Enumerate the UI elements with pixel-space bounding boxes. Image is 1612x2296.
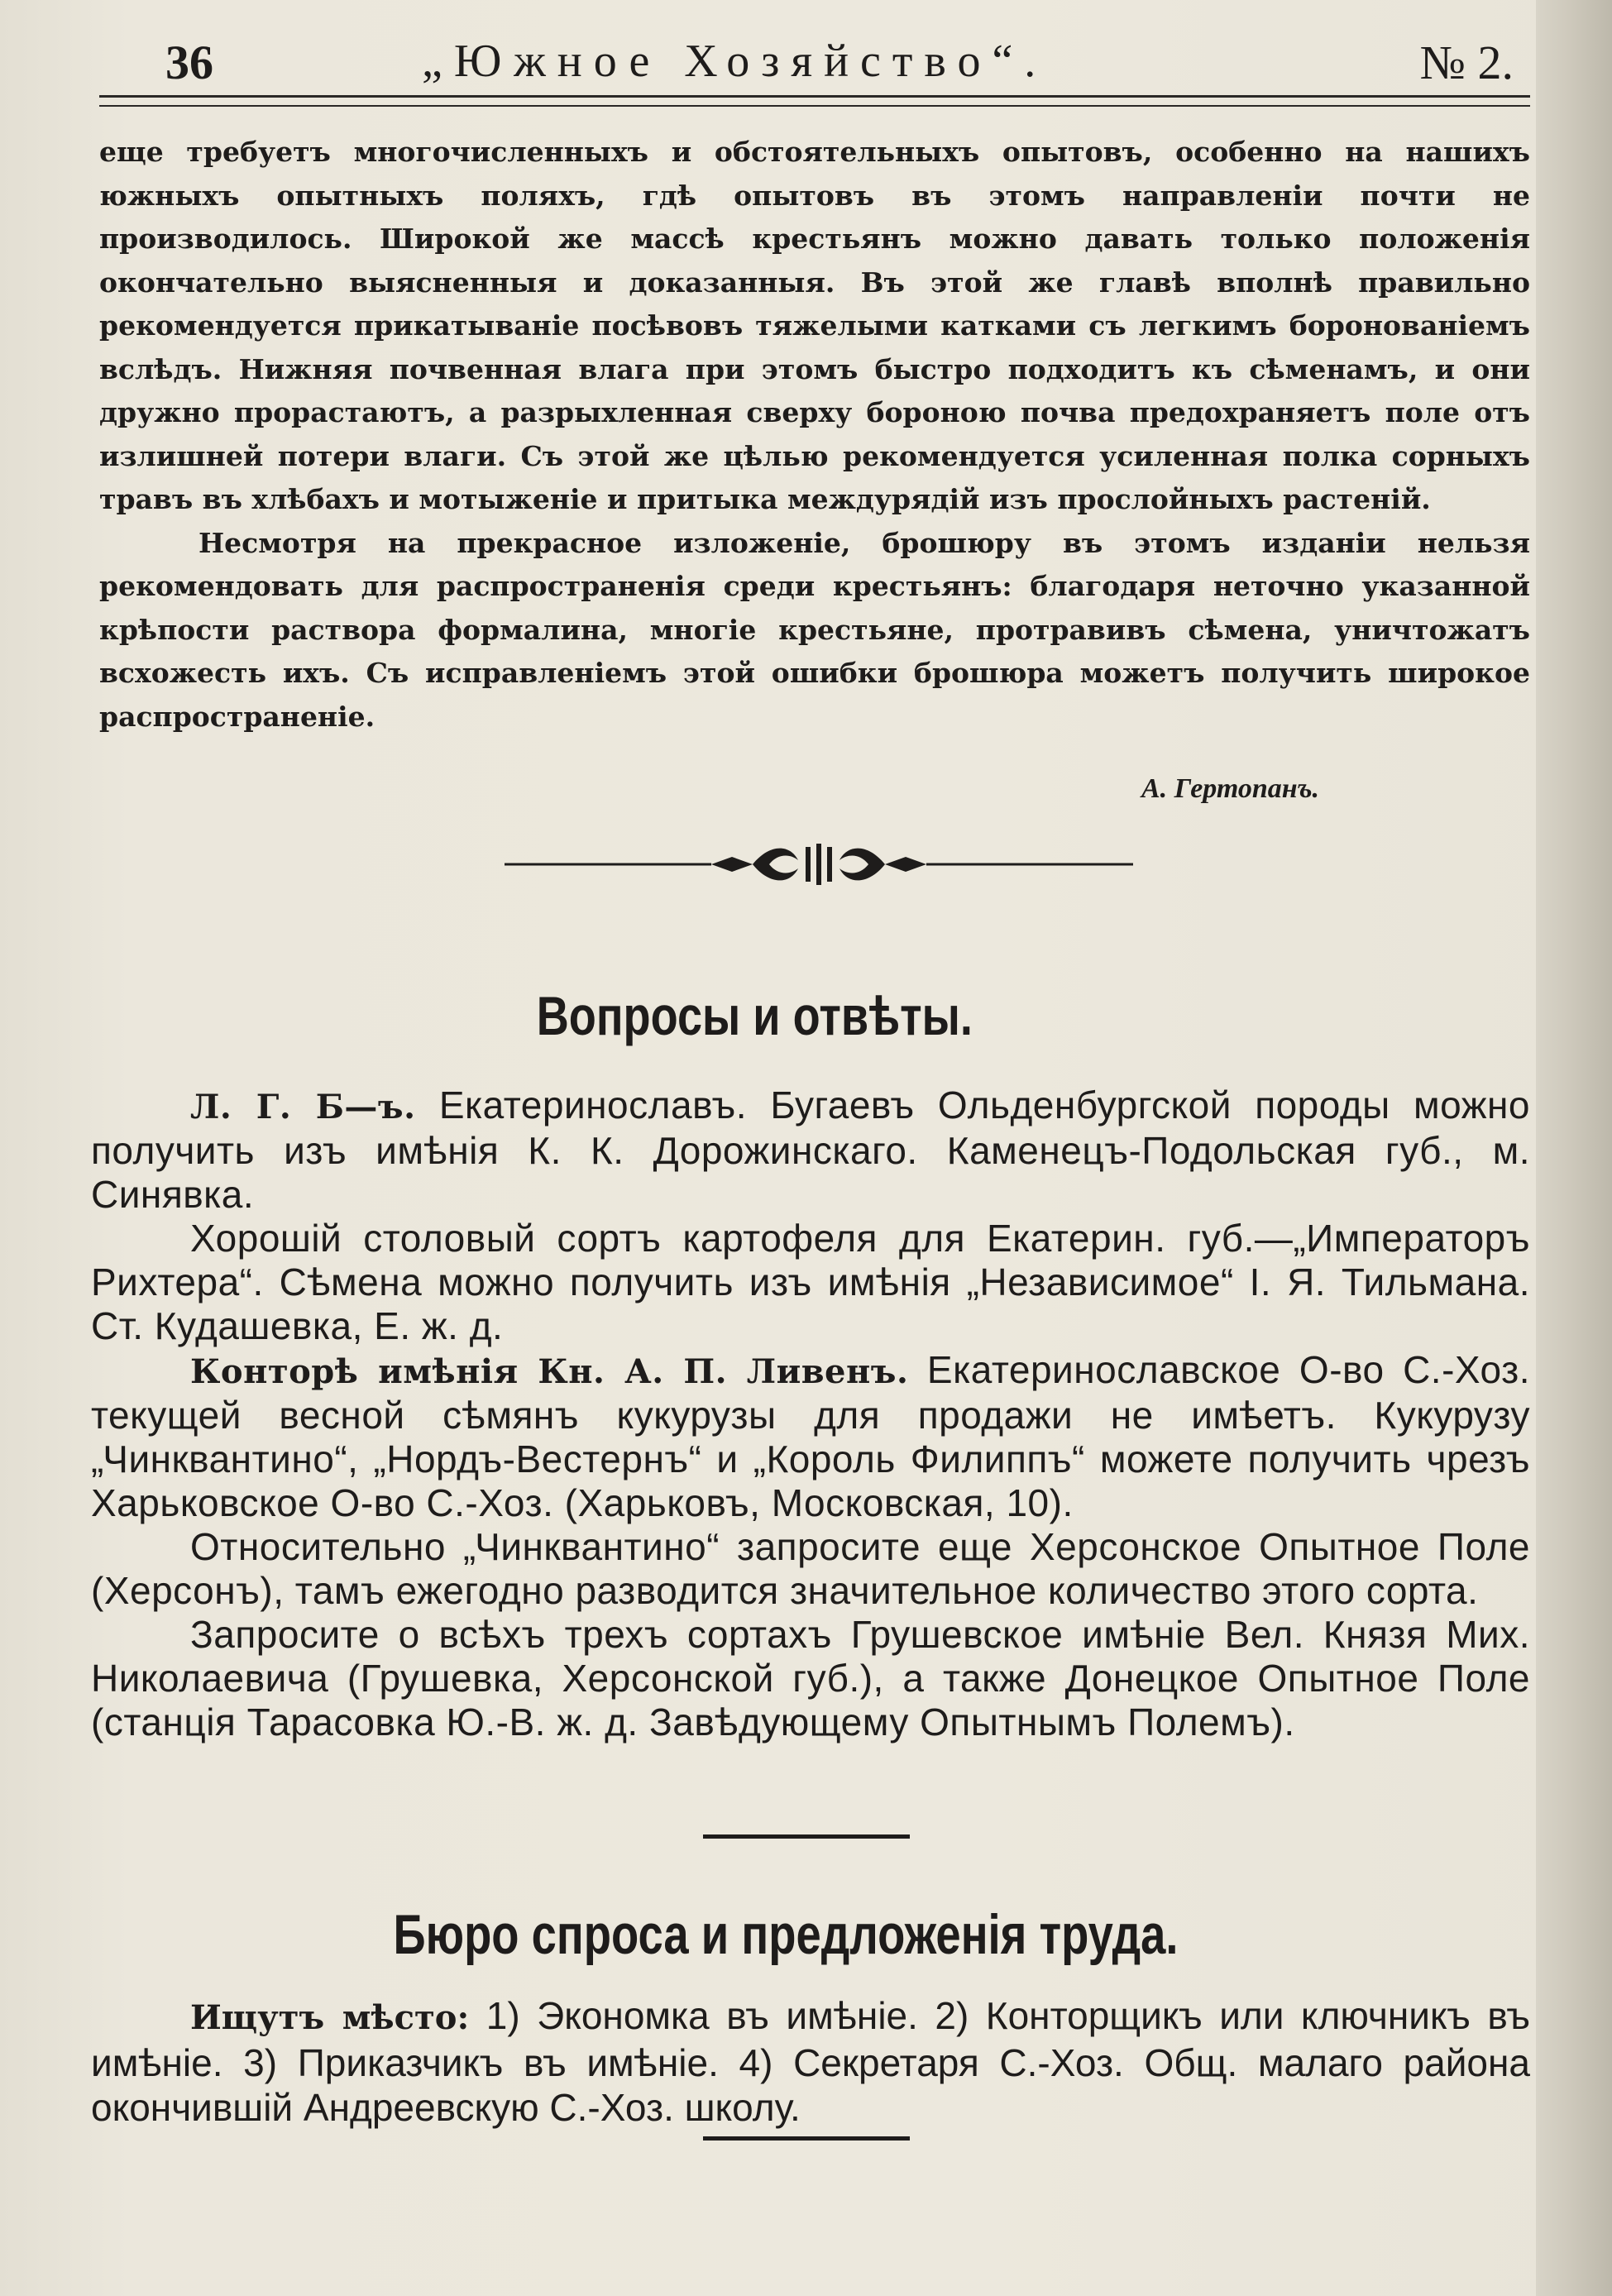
section-rule: [703, 1834, 910, 1839]
answer-paragraph: Хорошій столовый сортъ картофеля для Екатерин. губ.—„Императоръ Рихтера“. Сѣмена можно получить изъ имѣнія „Независимое“ І. Я. Тильмана. Ст. Кудашевка, Е. ж. д.: [91, 1217, 1530, 1347]
review-text: [99, 131, 1530, 739]
answer-paragraph: [91, 1348, 1530, 1525]
review-paragraph: Несмотря на прекрасное изложеніе, брошюру въ этомъ изданіи нельзя рекомендовать для распространенія среди крестьянъ: благодаря неточно указанной крѣпости раствора формалина, многіе крестьяне, протравивъ сѣмена, уничтожатъ всхожесть ихъ. Съ исправленіемъ этой ошибки брошюра можетъ получить широкое распространеніе.: [99, 526, 1530, 733]
bureau-listing: 1) Экономка въ имѣніе. 2) Конторщикъ или ключникъ въ имѣніе. 3) Приказчикъ въ имѣніе. 4) Секретаря С.-Хоз. Общ. малаго района окончившій Андреевскую С.-Хоз. школу.: [91, 1994, 1530, 2129]
bureau-text: [91, 1993, 1530, 2130]
questions-text: [91, 1083, 1530, 1744]
journal-title: „Южное Хозяйство“.: [422, 36, 1048, 87]
page-number: 36: [165, 36, 213, 89]
running-header: [165, 35, 1514, 101]
answer-text: Екатеринославское О-во С.-Хоз. текущей весной сѣмянъ кукурузы для продажи не имѣетъ. Кукурузу „Чинквантино“, „Нордъ-Вестернъ“ и „Король Филиппъ“ можете получить чрезъ Харьковское О-во С.-Хоз. (Харьковъ, Московская, 10).: [91, 1348, 1530, 1524]
page-edge-shadow: [1536, 0, 1612, 2296]
header-rule: [99, 95, 1530, 107]
end-rule: [703, 2136, 910, 2141]
ornament-divider: [505, 835, 1133, 893]
review-paragraph: еще требуетъ многочисленныхъ и обстоятельныхъ опытовъ, особенно на нашихъ южныхъ опытныхъ поляхъ, гдѣ опытовъ въ этомъ направленіи почти не производилось. Широкой же массѣ крестьянъ можно давать только положенія окончательно выясненныя и доказанныя. Въ этой же главѣ вполнѣ правильно рекомендуется прикатываніе посѣвовъ тяжелыми катками съ легкимъ боронованіемъ вслѣдъ. Нижняя почвенная влага при этомъ быстро подходитъ къ сѣменамъ, и они дружно прорастаютъ, а разрыхленная сверху бороною почва предохраняетъ поле отъ излишней потери влаги. Съ этой же цѣлью рекомендуется усиленная полка сорныхъ травъ въ хлѣбахъ и мотыженіе и притыка междурядій изъ прослойныхъ растеній.: [99, 136, 1530, 515]
addressee: Конторѣ имѣнія Кн. А. П. Ливенъ.: [190, 1352, 909, 1391]
issue-number: № 2.: [1419, 36, 1514, 89]
bureau-paragraph: [91, 1993, 1530, 2130]
section-heading-questions: Вопросы и отвѣты.: [536, 985, 973, 1046]
author-signature: А. Гертопанъ.: [1141, 773, 1320, 804]
answer-paragraph: Запросите о всѣхъ трехъ сортахъ Грушевское имѣніе Вел. Князя Мих. Николаевича (Грушевка, Херсонской губ.), а также Донецкое Опытное Поле (станція Тарасовка Ю.-В. ж. д. Завѣдующему Опытнымъ Полемъ).: [91, 1613, 1530, 1744]
answer-text: Екатеринославъ. Бугаевъ Ольденбургской породы можно получить изъ имѣнія К. К. Дорожинскаго. Каменецъ-Подольская губ., м. Синявка.: [91, 1083, 1531, 1216]
section-heading-bureau: Бюро спроса и предложенія труда.: [393, 1903, 1179, 1966]
answer-paragraph: [91, 1083, 1530, 1217]
bureau-lead: Ищутъ мѣсто:: [190, 1998, 470, 2037]
addressee: Л. Г. Б—ъ.: [190, 1088, 416, 1126]
answer-paragraph: Относительно „Чинквантино“ запросите еще Херсонское Опытное Поле (Херсонъ), тамъ ежегодно разводится значительное количество этого сорта.: [91, 1525, 1530, 1612]
